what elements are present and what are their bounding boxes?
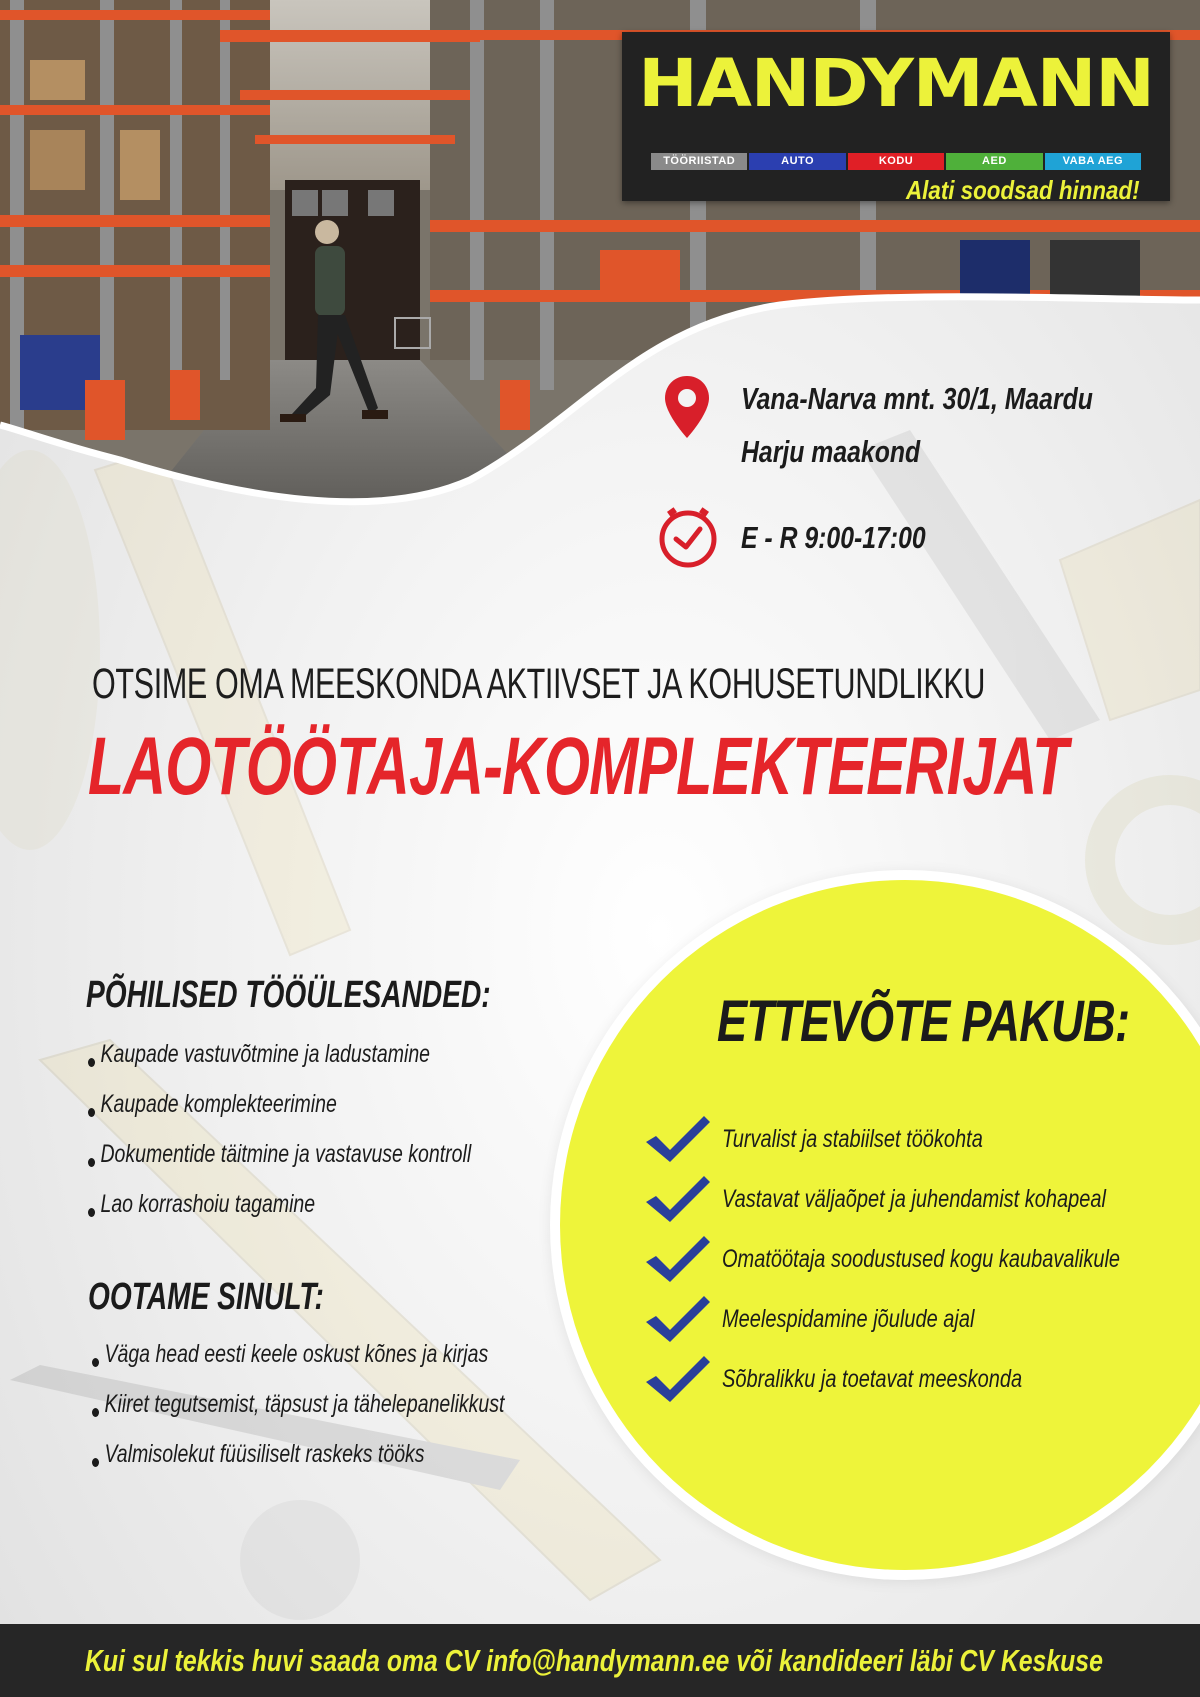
logo-category-garden: AED [946, 153, 1042, 170]
offer-item-text: Sõbralikku ja toetavat meeskonda [722, 1364, 1023, 1393]
checkmark-icon [642, 1352, 712, 1406]
logo-category-tools: TÖÖRIISTAD [651, 153, 747, 170]
offer-item [642, 1112, 1048, 1166]
logo-category-auto: AUTO [749, 153, 845, 170]
list-item: Lao korrashoiu tagamine [88, 1187, 471, 1237]
checkmark-icon [642, 1112, 712, 1166]
tasks-title: PÕHILISED TÖÖÜLESANDED: [86, 974, 491, 1016]
list-item: Kaupade komplekteerimine [88, 1087, 471, 1137]
headline-job-title: LAOTÖÖTAJA-KOMPLEKTEERIJAT [88, 721, 1068, 812]
list-item: Kaupade vastuvõtmine ja ladustamine [88, 1037, 471, 1087]
offer-item [642, 1172, 1200, 1226]
clock-icon [656, 505, 720, 569]
requirements-list [92, 1337, 621, 1487]
checkmark-icon [642, 1232, 712, 1286]
map-pin-icon [662, 374, 712, 440]
list-item: Dokumentide täitmine ja vastavuse kontroll [88, 1137, 471, 1187]
list-item: Kiiret tegutsemist, täpsust ja tähelepanelikkust [92, 1387, 504, 1437]
logo-categories [651, 153, 1141, 170]
logo-brand: HANDYMANN [638, 45, 1154, 122]
logo-slogan: Alati soodsad hinnad! [906, 175, 1140, 205]
opening-hours: E - R 9:00-17:00 [741, 520, 926, 555]
offer-item [642, 1292, 1037, 1346]
offer-title: ETTEVÕTE PAKUB: [717, 989, 1130, 1054]
offer-item-text: Turvalist ja stabiilset töökohta [722, 1124, 983, 1153]
offer-item-text: Omatöötaja soodustused kogu kaubavalikule [722, 1244, 1121, 1273]
handymann-logo [622, 32, 1170, 205]
address-line-2: Harju maakond [741, 434, 921, 469]
checkmark-icon [642, 1172, 712, 1226]
address-line-1: Vana-Narva mnt. 30/1, Maardu [741, 381, 1093, 416]
logo-category-leisure: VABA AEG [1045, 153, 1141, 170]
list-item: Väga head eesti keele oskust kõnes ja kirjas [92, 1337, 504, 1387]
logo-category-home: KODU [848, 153, 944, 170]
offer-item [642, 1352, 1097, 1406]
list-item: Valmisolekut füüsiliselt raskeks tööks [92, 1437, 504, 1487]
footer-bar [0, 1624, 1200, 1697]
requirements-title: OOTAME SINULT: [88, 1276, 324, 1318]
offer-item [642, 1232, 1200, 1286]
headline-subtitle: OTSIME OMA MEESKONDA AKTIIVSET JA KOHUSETUNDLIKKU [92, 660, 986, 708]
footer-contact-text: Kui sul tekkis huvi saada oma CV info@handymann.ee või kandideeri läbi CV Keskuse [85, 1643, 1103, 1678]
tasks-list [88, 1037, 579, 1237]
offer-item-text: Vastavat väljaõpet ja juhendamist kohapeal [722, 1184, 1106, 1213]
offer-item-text: Meelespidamine jõulude ajal [722, 1304, 975, 1333]
checkmark-icon [642, 1292, 712, 1346]
